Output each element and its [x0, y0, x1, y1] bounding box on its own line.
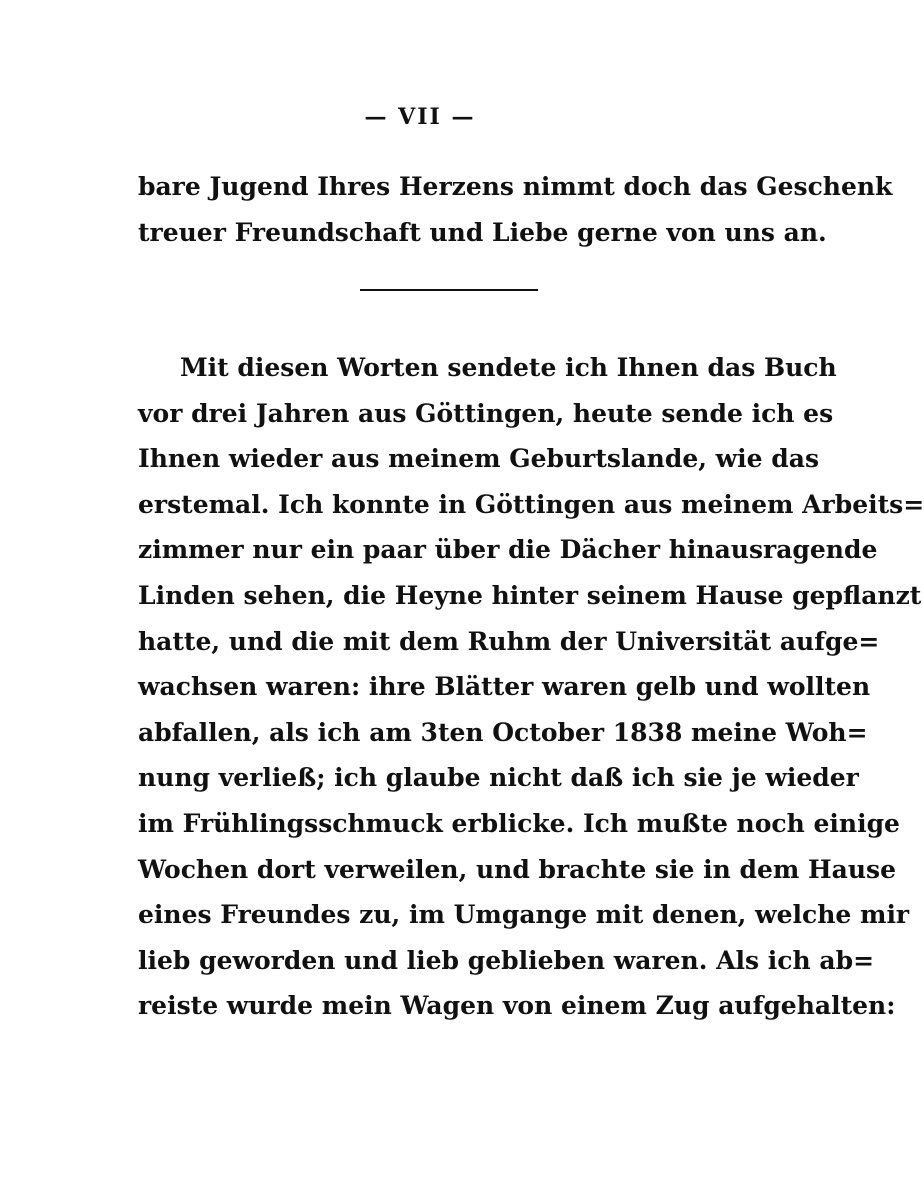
text-line: hatte, und die mit dem Ruhm der Universität aufge=: [138, 626, 880, 656]
text-line: nung verließ; ich glaube nicht daß ich sie je wieder: [138, 763, 859, 793]
main-paragraph: [138, 345, 924, 1029]
top-paragraph: [138, 164, 893, 255]
text-line: zimmer nur ein paar über die Dächer hinausragende: [138, 535, 878, 565]
text-line: eines Freundes zu, im Umgange mit denen, welche mir: [138, 900, 910, 930]
page-number-header: — VII —: [364, 104, 476, 130]
text-line: Mit diesen Worten sendete ich Ihnen das Buch: [180, 353, 837, 382]
text-line: im Frühlingsschmuck erblicke. Ich mußte noch einige: [138, 808, 900, 838]
text-line: erstemal. Ich konnte in Göttingen aus meinem Arbeits=: [138, 489, 924, 519]
text-line: reiste wurde mein Wagen von einem Zug aufgehalten:: [138, 991, 896, 1021]
text-line: Ihnen wieder aus meinem Geburtslande, wie das: [138, 444, 820, 474]
text-line: vor drei Jahren aus Göttingen, heute sende ich es: [138, 398, 834, 428]
text-line: treuer Freundschaft und Liebe gerne von uns an.: [138, 217, 827, 247]
text-line: Wochen dort verweilen, und brachte sie in dem Hause: [138, 854, 897, 884]
text-line: wachsen waren: ihre Blätter waren gelb und wollten: [138, 672, 871, 702]
text-line: bare Jugend Ihres Herzens nimmt doch das Geschenk: [138, 172, 893, 201]
text-line: abfallen, als ich am 3ten October 1838 meine Woh=: [138, 717, 868, 747]
text-line: lieb geworden und lieb geblieben waren. Als ich ab=: [138, 945, 875, 975]
section-divider: [360, 289, 538, 291]
text-line: Linden sehen, die Heyne hinter seinem Hause gepflanzt: [138, 580, 922, 610]
